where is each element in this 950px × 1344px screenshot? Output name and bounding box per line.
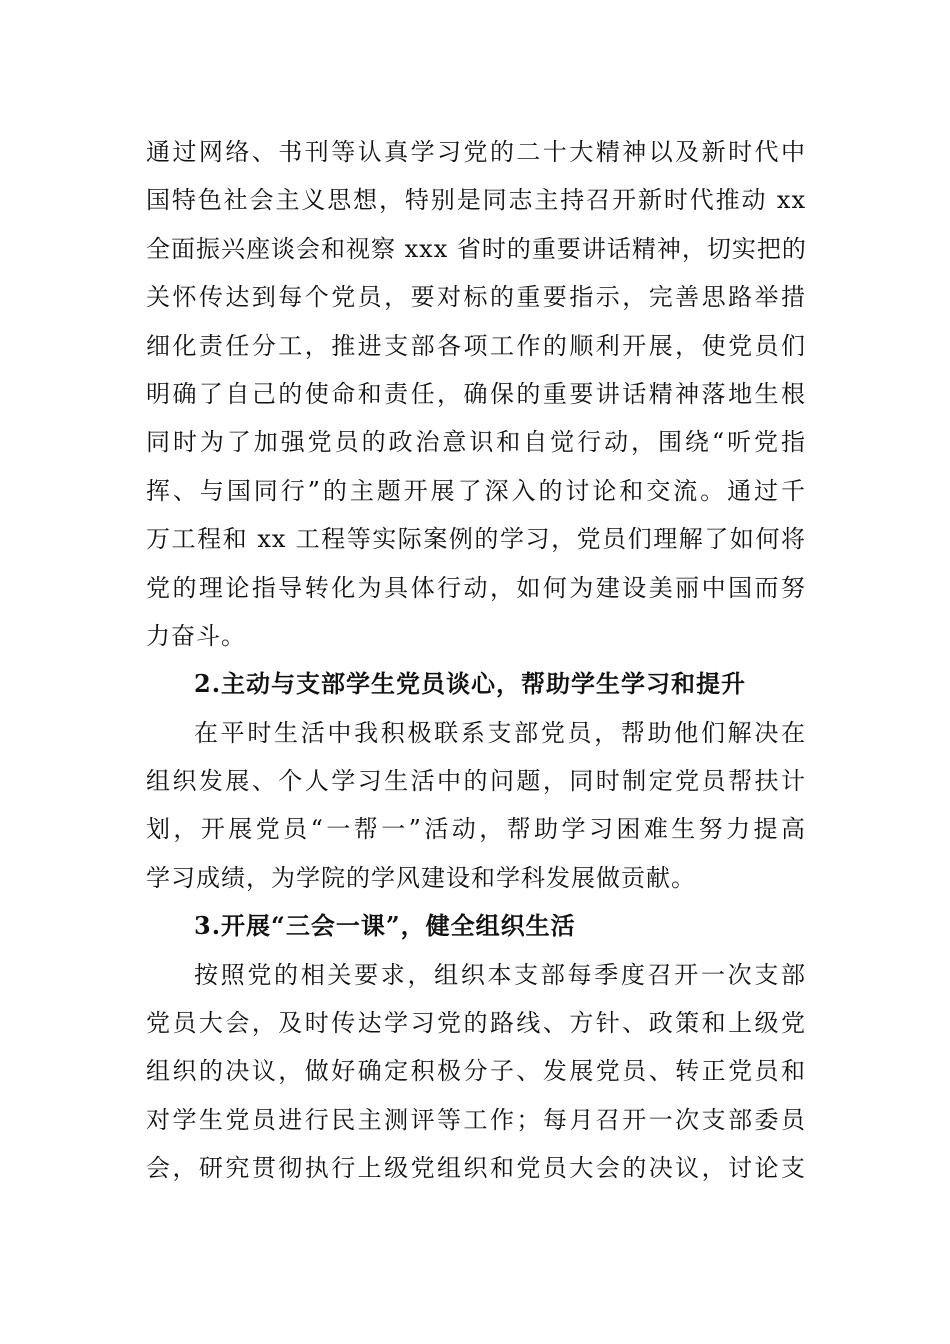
paragraph-1-line: 明确了自己的使命和责任，确保的重要讲话精神落地生根 [146,379,806,408]
paragraph-3-line: 会，研究贯彻执行上级党组织和党员大会的决议，讨论支 [146,1154,806,1183]
paragraph-2-line: 在平时生活中我积极联系支部党员，帮助他们解决在 [194,718,806,747]
paragraph-1-line: 挥、与国同行”的主题开展了深入的讨论和交流。通过千 [146,476,806,505]
section-heading-3: 3.开展“三会一课”，健全组织生活 [194,911,576,941]
document-body [146,128,806,1193]
paragraph-2-line: 组织发展、个人学习生活中的问题，同时制定党员帮扶计 [146,767,806,796]
paragraph-1-line: 力奋斗。 [146,621,246,650]
paragraph-3-line: 按照党的相关要求，组织本支部每季度召开一次支部 [194,960,806,989]
paragraph-1-line: 细化责任分工，推进支部各项工作的顺利开展，使党员们 [146,331,806,360]
paragraph-1-line: 国特色社会主义思想，特别是同志主持召开新时代推动 xx [146,186,806,215]
paragraph-3-line: 组织的决议，做好确定积极分子、发展党员、转正党员和 [146,1057,806,1086]
paragraph-1-line: 万工程和 xx 工程等实际案例的学习，党员们理解了如何将 [146,525,806,554]
paragraph-1-line: 通过网络、书刊等认真学习党的二十大精神以及新时代中 [146,138,806,166]
paragraph-2-line: 学习成绩，为学院的学风建设和学科发展做贡献。 [146,863,696,892]
paragraph-1-line: 关怀传达到每个党员，要对标的重要指示，完善思路举措 [146,283,806,312]
paragraph-1-line: 党的理论指导转化为具体行动，如何为建设美丽中国而努 [146,573,806,602]
paragraph-3-line: 对学生党员进行民主测评等工作；每月召开一次支部委员 [146,1105,806,1134]
paragraph-1-line: 同时为了加强党员的政治意识和自觉行动，围绕“听党指 [146,428,806,457]
paragraph-1-line: 全面振兴座谈会和视察 xxx 省时的重要讲话精神，切实把的 [146,234,807,263]
paragraph-3-line: 党员大会，及时传达学习党的路线、方针、政策和上级党 [146,1009,806,1038]
section-heading-2: 2.主动与支部学生党员谈心，帮助学生学习和提升 [194,669,747,699]
paragraph-2-line: 划，开展党员“一帮一”活动，帮助学习困难生努力提高 [146,815,806,844]
